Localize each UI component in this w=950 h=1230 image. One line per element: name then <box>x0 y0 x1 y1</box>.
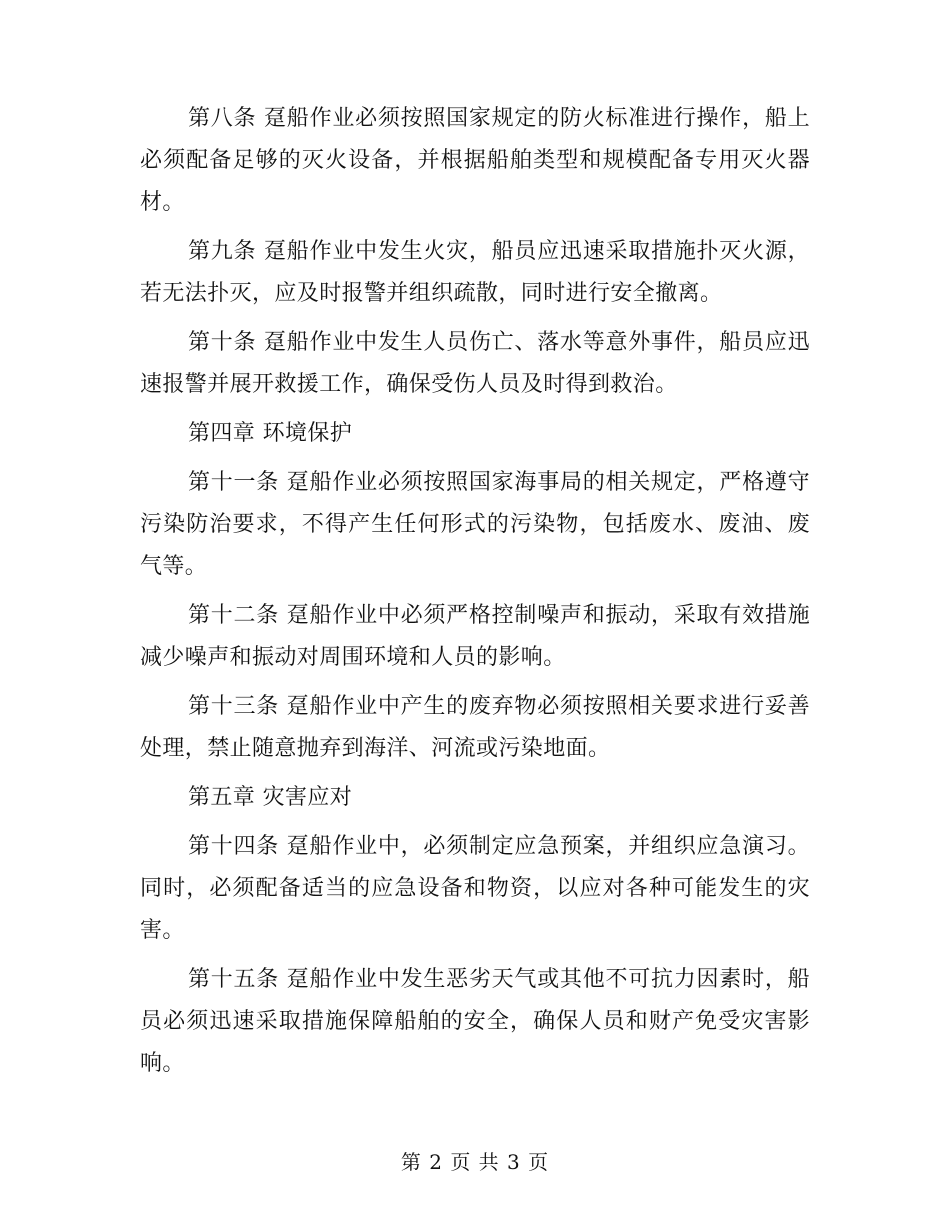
article-12: 第十二条 趸船作业中必须严格控制噪声和振动，采取有效措施减少噪声和振动对周围环境和人员的影响。 <box>140 603 810 670</box>
article-14: 第十四条 趸船作业中，必须制定应急预案，并组织应急演习。同时，必须配备适当的应急设备和物资，以应对各种可能发生的灾害。 <box>140 834 810 943</box>
chapter-4-heading: 第四章 环境保护 <box>188 421 353 446</box>
chapter-5-heading: 第五章 灾害应对 <box>188 785 353 810</box>
article-11: 第十一条 趸船作业必须按照国家海事局的相关规定，严格遵守污染防治要求，不得产生任何形式的污染物，包括废水、废油、废气等。 <box>140 470 810 579</box>
document-body <box>140 98 810 1092</box>
page-number-footer: 第 2 页 共 3 页 <box>400 1150 550 1174</box>
article-8: 第八条 趸船作业必须按照国家规定的防火标准进行操作，船上必须配备足够的灭火设备，并根据船舶类型和规模配备专用灭火器材。 <box>140 106 810 215</box>
article-10: 第十条 趸船作业中发生人员伤亡、落水等意外事件，船员应迅速报警并展开救援工作，确保受伤人员及时得到救治。 <box>140 330 810 397</box>
article-9: 第九条 趸船作业中发生火灾，船员应迅速采取措施扑灭火源，若无法扑灭，应及时报警并组织疏散，同时进行安全撤离。 <box>140 239 810 306</box>
article-15: 第十五条 趸船作业中发生恶劣天气或其他不可抗力因素时，船员必须迅速采取措施保障船舶的安全，确保人员和财产免受灾害影响。 <box>140 967 810 1076</box>
article-13: 第十三条 趸船作业中产生的废弃物必须按照相关要求进行妥善处理，禁止随意抛弃到海洋、河流或污染地面。 <box>140 694 810 761</box>
